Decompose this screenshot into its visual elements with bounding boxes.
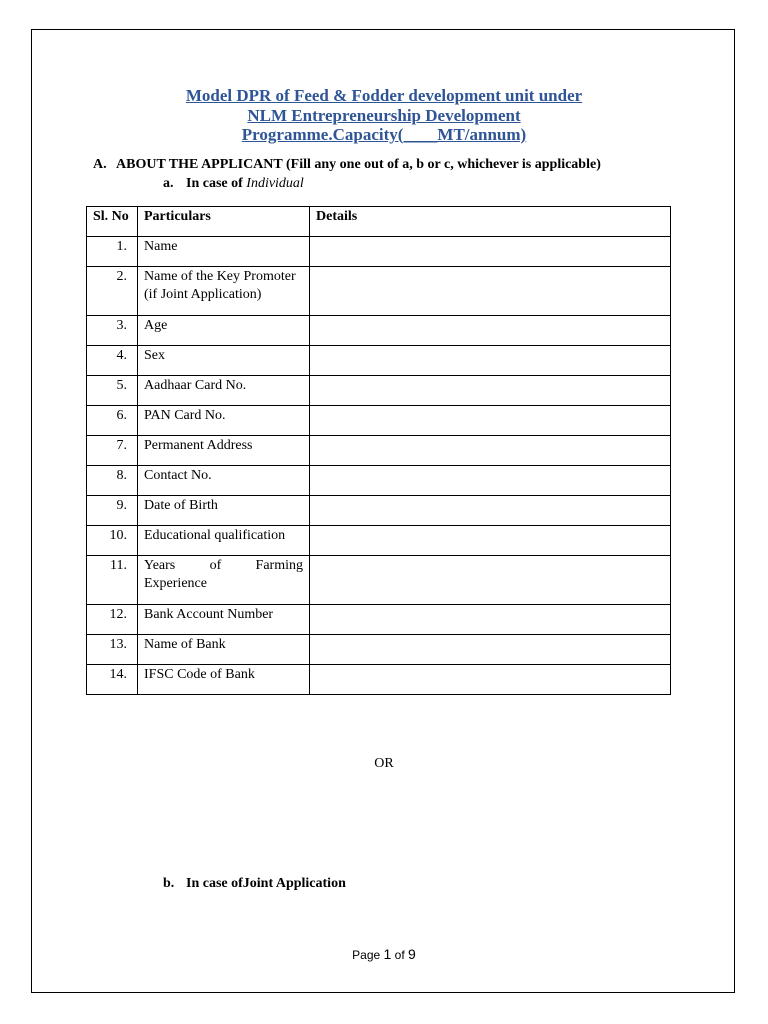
applicant-details-table xyxy=(86,206,671,695)
subsection-b-heading xyxy=(163,876,346,892)
subsection-a-heading xyxy=(163,176,304,192)
row-sl-no: 3. xyxy=(87,316,138,346)
table-row xyxy=(87,526,671,556)
row-sl-no: 14. xyxy=(87,665,138,695)
row-particular: Name of the Key Promoter (if Joint Application) xyxy=(138,267,310,316)
subsection-b-text: In case ofJoint Application xyxy=(186,876,346,891)
page-footer xyxy=(0,946,768,962)
row-details-cell[interactable] xyxy=(310,406,671,436)
row-details-cell[interactable] xyxy=(310,665,671,695)
row-particular: Name xyxy=(138,237,310,267)
row-details-cell[interactable] xyxy=(310,267,671,316)
section-a-text: ABOUT THE APPLICANT (Fill any one out of a, b or c, whichever is applicable) xyxy=(116,157,601,172)
row-sl-no: 4. xyxy=(87,346,138,376)
table-row xyxy=(87,436,671,466)
of-word: of xyxy=(394,948,405,962)
row-particular: Name of Bank xyxy=(138,635,310,665)
total-pages: 9 xyxy=(408,946,416,962)
document-title xyxy=(0,86,768,145)
row-sl-no: 13. xyxy=(87,635,138,665)
row-particular: Contact No. xyxy=(138,466,310,496)
word: of xyxy=(209,558,222,573)
row-details-cell[interactable] xyxy=(310,237,671,267)
row-particular: Educational qualification xyxy=(138,526,310,556)
section-a-number: A. xyxy=(93,157,107,172)
row-sl-no: 7. xyxy=(87,436,138,466)
current-page-number: 1 xyxy=(383,946,392,962)
table-row xyxy=(87,346,671,376)
row-particular: PAN Card No. xyxy=(138,406,310,436)
header-particulars: Particulars xyxy=(138,207,310,237)
header-details: Details xyxy=(310,207,671,237)
row-particular: IFSC Code of Bank xyxy=(138,665,310,695)
or-separator: OR xyxy=(374,756,394,771)
row-particular: Age xyxy=(138,316,310,346)
title-line-1: Model DPR of Feed & Fodder development unit under xyxy=(185,86,583,105)
row-details-cell[interactable] xyxy=(310,556,671,605)
row-sl-no: 12. xyxy=(87,605,138,635)
row-details-cell[interactable] xyxy=(310,635,671,665)
row-details-cell[interactable] xyxy=(310,496,671,526)
row-sl-no: 2. xyxy=(87,267,138,316)
row-sl-no: 8. xyxy=(87,466,138,496)
section-a-heading xyxy=(93,157,601,173)
table-row xyxy=(87,376,671,406)
row-details-cell[interactable] xyxy=(310,436,671,466)
table-row xyxy=(87,665,671,695)
subsection-b-label: b. xyxy=(163,876,175,891)
row-particular: Sex xyxy=(138,346,310,376)
row-details-cell[interactable] xyxy=(310,316,671,346)
row-details-cell[interactable] xyxy=(310,526,671,556)
table-row xyxy=(87,406,671,436)
word: Farming xyxy=(255,558,303,573)
row-details-cell[interactable] xyxy=(310,605,671,635)
row-particular: Aadhaar Card No. xyxy=(138,376,310,406)
row-details-cell[interactable] xyxy=(310,346,671,376)
row-sl-no: 9. xyxy=(87,496,138,526)
page-word: Page xyxy=(352,948,381,962)
title-line-3: Programme.Capacity(____MT/annum) xyxy=(241,125,527,144)
table-row xyxy=(87,316,671,346)
row-sl-no: 5. xyxy=(87,376,138,406)
word: Years xyxy=(144,558,176,573)
row-sl-no: 6. xyxy=(87,406,138,436)
table-row xyxy=(87,267,671,316)
subsection-a-label: a. xyxy=(163,176,174,191)
row-particular: Bank Account Number xyxy=(138,605,310,635)
row-particular xyxy=(138,556,310,605)
table-row xyxy=(87,556,671,605)
second-line: Experience xyxy=(144,576,207,591)
row-sl-no: 11. xyxy=(87,556,138,605)
table-row xyxy=(87,237,671,267)
row-particular: Date of Birth xyxy=(138,496,310,526)
row-details-cell[interactable] xyxy=(310,466,671,496)
table-row xyxy=(87,635,671,665)
row-sl-no: 10. xyxy=(87,526,138,556)
justified-line xyxy=(144,557,303,575)
row-details-cell[interactable] xyxy=(310,376,671,406)
table-header-row xyxy=(87,207,671,237)
row-sl-no: 1. xyxy=(87,237,138,267)
table-row xyxy=(87,496,671,526)
table-row xyxy=(87,605,671,635)
title-line-2: NLM Entrepreneurship Development xyxy=(247,105,521,125)
subsection-a-emphasis: Individual xyxy=(246,176,304,191)
header-sl-no: Sl. No xyxy=(87,207,138,237)
row-particular: Permanent Address xyxy=(138,436,310,466)
table-row xyxy=(87,466,671,496)
subsection-a-text: In case of xyxy=(186,176,247,191)
